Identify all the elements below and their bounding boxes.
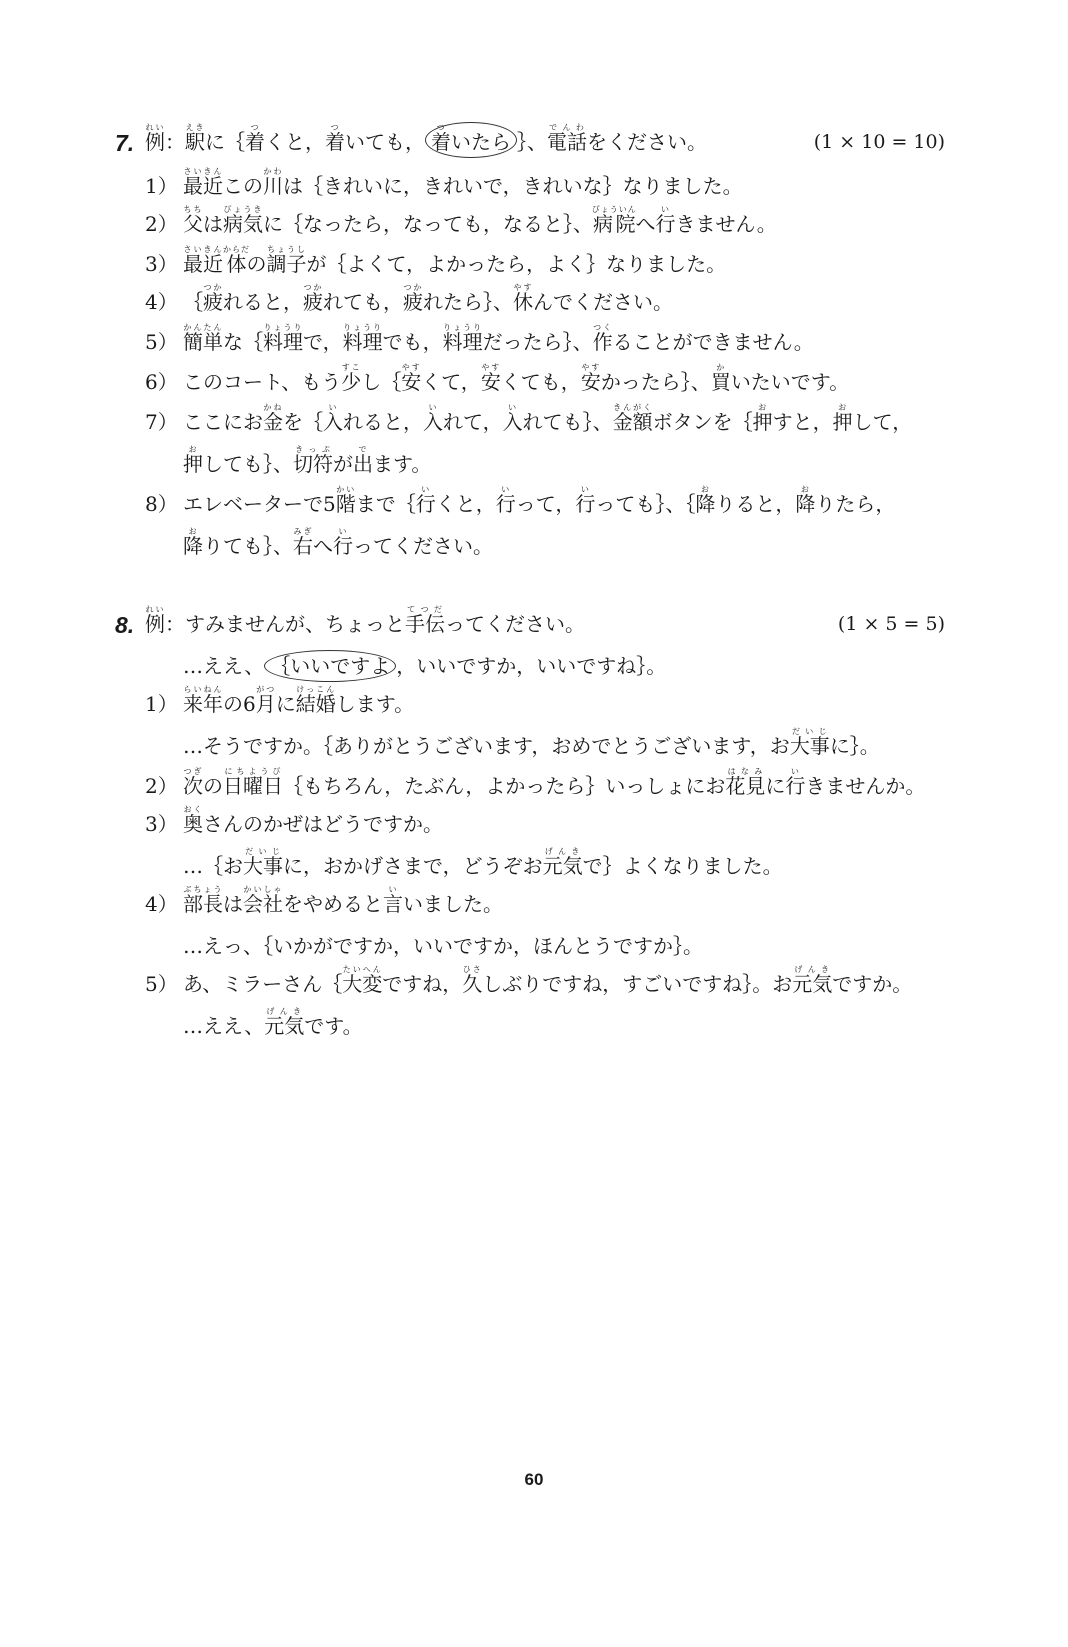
ex7-item-6: 6） このコート、もう少すこし｛安やすくて，安やすくても，安やすかったら｝、買かいたいです。 <box>145 363 850 394</box>
ex7-item-8-continuation: 降おりても｝、右みぎへ行いってください。 <box>183 527 493 558</box>
exercise-8-example-reply: …ええ、 ｛いいですよ ，いいですか，いいですね｝。 <box>183 646 943 686</box>
ex8-item-4-reply: …えっ、｛いかがですか，いいですか，ほんとうですか｝。 <box>183 934 703 958</box>
ex7-item-7-continuation: 押おしても｝、切符きっぷが出でます。 <box>183 445 432 476</box>
exercise-8-score: (1 × 5 = 5) <box>837 613 945 635</box>
exercise-7-score: (1 × 10 = 10) <box>813 131 945 153</box>
page-number: 60 <box>524 1470 544 1489</box>
ex7-item-8: 8） エレベーターで5階かいまで｛行いくと，行いって，行いっても｝、｛降おりると，降おりたら， <box>145 485 896 516</box>
exercise-7-example: 例れい：駅えきに｛着つくと，着ついても， 着ついたら ｝、電話でんわをください。 <box>145 122 707 162</box>
exercise-8-number: 8. <box>115 612 135 638</box>
ex8-item-5: 5） あ、ミラーさん｛大変たいへんですね，久ひさしぶりですね，すごいですね｝。お元気げんきですか。 <box>145 965 913 996</box>
ex7-item-5: 5） 簡単かんたんな｛料理りょうりで，料理りょうりでも，料理りょうりだったら｝、作つくることができません。 <box>145 323 814 354</box>
ex8-item-4: 4） 部長ぶちょうは会社かいしゃをやめると言いいました。 <box>145 885 503 916</box>
ex8-item-1-reply: …そうですか。｛ありがとうございます，おめでとうございます，お大事だいじに｝。 <box>183 727 880 758</box>
ex7-item-7: 7） ここにお金かねを｛入いれると，入いれて，入いれても｝、金額きんがくボタンを｛押おすと，押おして， <box>145 403 913 434</box>
ex8-item-1: 1） 来年らいねんの6月がつに結婚けっこんします。 <box>145 685 415 716</box>
ex8-item-3-reply: …｛お大事だいじに，おかげさまで，どうぞお元気げんきで｝よくなりました。 <box>183 847 783 878</box>
ex8-item-2: 2） 次つぎの日曜日にちようび｛もちろん，たぶん，よかったら｝いっしょにお花見はなみに行いきませんか。 <box>145 767 926 798</box>
ex7-item-3: 3） 最近さいきん体からだの調子ちょうしが｛よくて，よかったら，よく｝なりました。 <box>145 245 727 276</box>
ex8-item-5-reply: …ええ、元気げんきです。 <box>183 1007 363 1038</box>
ex7-item-4: 4） ｛疲つかれると，疲つかれても，疲つかれたら｝、休やすんでください。 <box>145 283 673 314</box>
exercise-7-header <box>115 122 945 162</box>
circled-answer: 着ついたら <box>425 122 517 158</box>
exercise-8-example: 例れい：すみませんが、ちょっと手伝てつだってください。 <box>145 605 585 636</box>
ex7-item-2: 2） 父ちちは病気びょうきに｛なったら，なっても，なると｝、病院びょういんへ行いきません。 <box>145 205 777 236</box>
circled-answer: ｛いいですよ <box>264 650 396 682</box>
exercise-8-header <box>115 604 945 644</box>
exercise-7-number: 7. <box>115 130 135 156</box>
ex8-item-3: 3） 奥おくさんのかぜはどうですか。 <box>145 805 443 836</box>
ex7-item-1: 1） 最近さいきんこの川かわは｛きれいに，きれいで，きれいな｝なりました。 <box>145 167 743 198</box>
